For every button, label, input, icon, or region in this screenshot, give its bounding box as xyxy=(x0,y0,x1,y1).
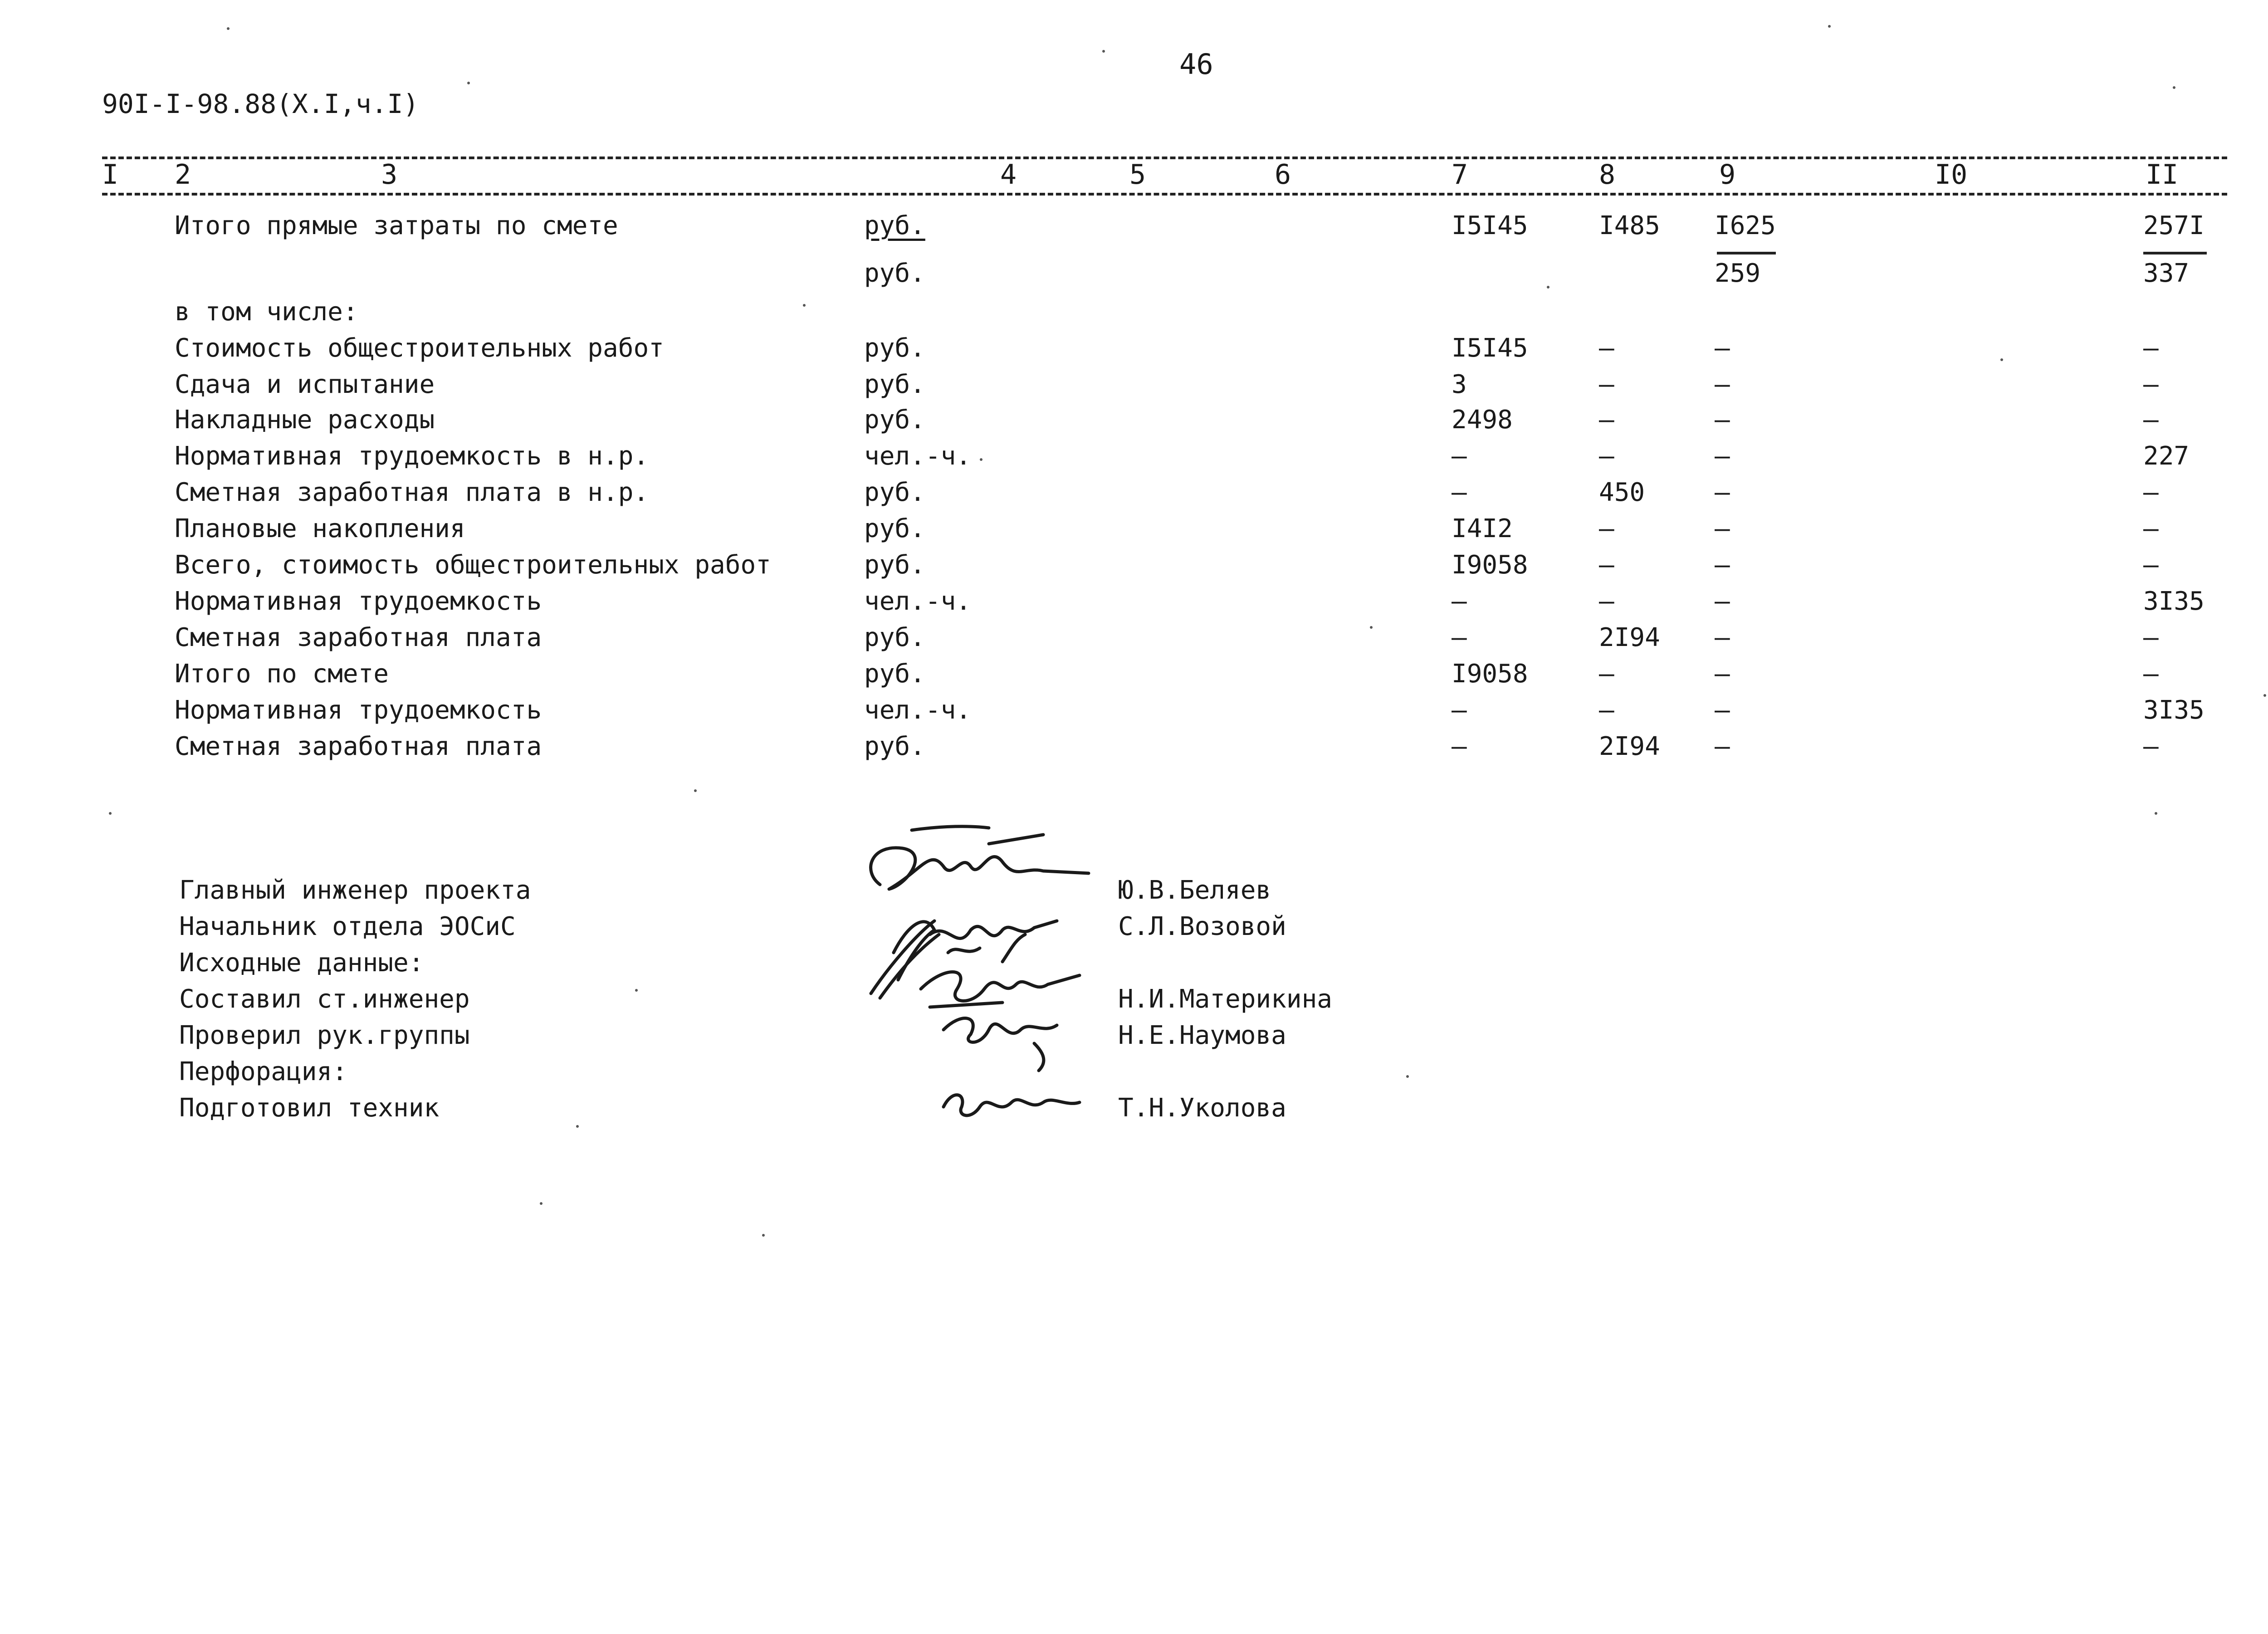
row-col9: – xyxy=(1715,514,1730,543)
row-col8: – xyxy=(1599,550,1614,580)
table-row xyxy=(0,478,2268,514)
row-col8: 2I94 xyxy=(1599,732,1660,761)
row-col11: 227 xyxy=(2143,441,2190,471)
col-num-10: I0 xyxy=(1935,159,1968,191)
scan-speck xyxy=(540,1202,543,1205)
table-row xyxy=(0,441,2268,478)
row-unit: руб. xyxy=(864,623,925,652)
table-row xyxy=(0,514,2268,550)
signer-role: Перфорация: xyxy=(179,1057,347,1086)
row-label: Всего, стоимость общестроительных работ xyxy=(175,550,771,580)
document-id: 90I-I-98.88(X.I,ч.I) xyxy=(102,88,419,119)
table-row xyxy=(0,370,2268,406)
row-col7: – xyxy=(1452,695,1467,725)
row-label: Нормативная трудоемкость xyxy=(175,587,542,616)
row-col11: – xyxy=(2143,732,2159,761)
scan-speck xyxy=(1370,626,1373,629)
table-row xyxy=(0,405,2268,441)
row-col9: – xyxy=(1715,587,1730,616)
signer-role: Начальник отдела ЭОСиС xyxy=(179,912,516,941)
col-num-3: 3 xyxy=(381,159,398,191)
scan-speck xyxy=(2000,358,2003,361)
signer-name: Н.И.Материкина xyxy=(1118,984,1333,1014)
row-unit: руб. xyxy=(864,370,925,399)
row-label: Сметная заработная плата в н.р. xyxy=(175,478,649,507)
row-label: Плановые накопления xyxy=(175,514,465,543)
row-unit: руб. xyxy=(864,732,925,761)
scan-speck xyxy=(694,789,697,792)
row-col9: 259 xyxy=(1715,259,1761,288)
scan-speck xyxy=(109,812,112,815)
row-label: Стоимость общестроительных работ xyxy=(175,333,664,363)
row-col9: – xyxy=(1715,623,1730,652)
row-label: Нормативная трудоемкость xyxy=(175,695,542,725)
table-row xyxy=(0,695,2268,732)
row-col11: – xyxy=(2143,550,2159,580)
row-col8: – xyxy=(1599,514,1614,543)
row-col8: – xyxy=(1599,587,1614,616)
signer-name: Ю.В.Беляев xyxy=(1118,876,1271,905)
table-row xyxy=(0,550,2268,587)
row-col11: – xyxy=(2143,659,2159,689)
row-col11: – xyxy=(2143,405,2159,435)
row-label: Сдача и испытание xyxy=(175,370,435,399)
signer-name: Т.Н.Уколова xyxy=(1118,1093,1286,1123)
header-top-rule xyxy=(102,157,2227,159)
row-col7: I5I45 xyxy=(1452,211,1528,240)
handwritten-signatures xyxy=(853,817,1125,1134)
row-col8: – xyxy=(1599,659,1614,689)
table-row xyxy=(0,259,2268,295)
scan-speck xyxy=(1828,25,1831,28)
row-col9: I625 xyxy=(1715,211,1776,240)
signer-name: С.Л.Возовой xyxy=(1118,912,1286,941)
signature-ukolova xyxy=(943,1095,1080,1115)
row-label: Сметная заработная плата xyxy=(175,623,542,652)
scan-speck xyxy=(1406,1075,1409,1078)
row-col9: – xyxy=(1715,659,1730,689)
table-row xyxy=(0,623,2268,659)
row-col8: I485 xyxy=(1599,211,1660,240)
signer-name: Н.Е.Наумова xyxy=(1118,1021,1286,1050)
scan-speck xyxy=(576,1125,579,1128)
row-unit: чел.-ч. xyxy=(864,441,972,471)
row-unit: руб. xyxy=(864,659,925,689)
signer-role: Проверил рук.группы xyxy=(179,1021,470,1050)
row-col9: – xyxy=(1715,333,1730,363)
table-row xyxy=(0,587,2268,623)
col-num-7: 7 xyxy=(1452,159,1468,191)
col-num-9: 9 xyxy=(1719,159,1736,191)
scan-speck xyxy=(803,304,806,307)
row-label: Нормативная трудоемкость в н.р. xyxy=(175,441,649,471)
signature-materikina xyxy=(871,921,1080,1007)
row-unit: руб. xyxy=(864,211,925,240)
row-col9: – xyxy=(1715,405,1730,435)
table-row xyxy=(0,211,2268,247)
row-col9: – xyxy=(1715,550,1730,580)
row-col7: – xyxy=(1452,587,1467,616)
row-col7: I4I2 xyxy=(1452,514,1513,543)
row-label: Итого по смете xyxy=(175,659,389,689)
row-col9: – xyxy=(1715,695,1730,725)
row-col7: – xyxy=(1452,441,1467,471)
row-col9: – xyxy=(1715,441,1730,471)
row-col11: 337 xyxy=(2143,259,2190,288)
row-unit: чел.-ч. xyxy=(864,587,972,616)
scan-speck xyxy=(2263,694,2266,697)
col-num-2: 2 xyxy=(175,159,191,191)
scan-speck xyxy=(1547,286,1549,289)
row-col9: – xyxy=(1715,370,1730,399)
row-label: Сметная заработная плата xyxy=(175,732,542,761)
row-label: Накладные расходы xyxy=(175,405,435,435)
header-bottom-rule xyxy=(102,193,2227,196)
table-row xyxy=(0,297,2268,333)
scan-speck xyxy=(467,82,470,84)
page-number: 46 xyxy=(1179,48,1213,81)
scan-speck xyxy=(2173,86,2175,89)
row-col8: – xyxy=(1599,333,1614,363)
row-col8: 450 xyxy=(1599,478,1645,507)
col-num-6: 6 xyxy=(1275,159,1291,191)
col-num-5: 5 xyxy=(1129,159,1146,191)
row-col7: I5I45 xyxy=(1452,333,1528,363)
row-unit: руб. xyxy=(864,333,925,363)
signer-role: Составил ст.инженер xyxy=(179,984,470,1014)
col-num-11: II xyxy=(2146,159,2179,191)
row-unit: руб. xyxy=(864,514,925,543)
col-num-1: I xyxy=(102,159,119,191)
row-unit: руб. xyxy=(864,259,925,288)
row-unit: руб. xyxy=(864,405,925,435)
row-col11: 3I35 xyxy=(2143,587,2204,616)
row-label: в том числе: xyxy=(175,297,358,327)
scan-speck xyxy=(1102,50,1105,53)
row-col7: – xyxy=(1452,732,1467,761)
row-col11: – xyxy=(2143,514,2159,543)
row-col11: 3I35 xyxy=(2143,695,2204,725)
row-col7: 2498 xyxy=(1452,405,1513,435)
row-col7: I9058 xyxy=(1452,659,1528,689)
table-row xyxy=(0,333,2268,370)
row-col9: – xyxy=(1715,732,1730,761)
row-label: Итого прямые затраты по смете xyxy=(175,211,618,240)
row-col8: – xyxy=(1599,405,1614,435)
col-num-4: 4 xyxy=(1000,159,1017,191)
row-col11: – xyxy=(2143,370,2159,399)
row-col8: 2I94 xyxy=(1599,623,1660,652)
row-col7: 3 xyxy=(1452,370,1467,399)
row-col7: – xyxy=(1452,478,1467,507)
table-row xyxy=(0,732,2268,768)
scan-speck xyxy=(2155,812,2157,815)
row-col11: – xyxy=(2143,333,2159,363)
row-col8: – xyxy=(1599,370,1614,399)
table-row xyxy=(0,659,2268,695)
row-col8: – xyxy=(1599,441,1614,471)
scan-speck xyxy=(762,1234,765,1237)
signer-role: Исходные данные: xyxy=(179,948,424,978)
row-col9: – xyxy=(1715,478,1730,507)
col-num-8: 8 xyxy=(1599,159,1616,191)
row-unit: руб. xyxy=(864,550,925,580)
scan-speck xyxy=(227,27,230,30)
signer-role: Подготовил техник xyxy=(179,1093,440,1123)
row-col11: – xyxy=(2143,623,2159,652)
row-col11: 257I xyxy=(2143,211,2204,240)
scan-speck xyxy=(635,989,638,992)
fraction-bar-col9 xyxy=(1717,252,1776,254)
row-unit: руб. xyxy=(864,478,925,507)
scan-speck xyxy=(980,458,982,461)
row-col11: – xyxy=(2143,478,2159,507)
fraction-bar-col11 xyxy=(2143,252,2207,254)
row-col7: I9058 xyxy=(1452,550,1528,580)
row-col8: – xyxy=(1599,695,1614,725)
signature-belyaev xyxy=(871,827,1089,889)
signer-role: Главный инженер проекта xyxy=(179,876,531,905)
row-unit: чел.-ч. xyxy=(864,695,972,725)
signature-naumova xyxy=(943,1018,1057,1071)
row-col7: – xyxy=(1452,623,1467,652)
